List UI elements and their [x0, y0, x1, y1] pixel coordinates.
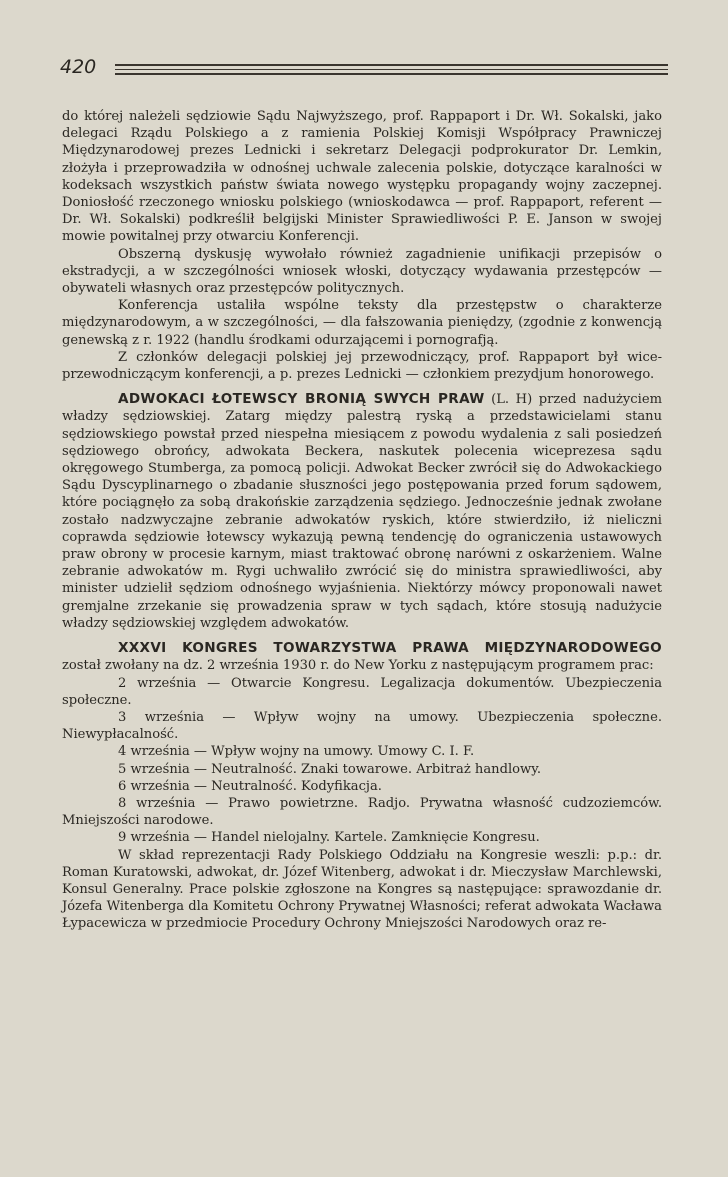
program-item: 9 września — Handel nielojalny. Kartele. Zamknięcie Kongresu. — [118, 830, 540, 846]
header-rule — [115, 73, 668, 75]
program-item: 6 września — Neutralność. Kodyfikacja. — [118, 778, 382, 794]
section-latvian-advocates — [62, 391, 662, 632]
page-number: 420 — [60, 56, 97, 78]
section-congress — [62, 640, 662, 674]
section-heading: ADWOKACI ŁOTEWSCY BRONIĄ SWYCH PRAW — [118, 391, 485, 408]
program-item: 3 września — Wpływ wojny na umowy. Ubezpieczenia społeczne. Niewypłacalność. — [62, 709, 662, 743]
section-text: (L. H) przed nadużyciem władzy sędziowskiej. Zatarg między palestrą ryską a przedstawicielami stanu sędziowskiego powstał przed niespełna miesiącem z powodu wydalenia z sali posiedzeń sędziowego obrońcy, adwokata Beckera, naskutek polecenia wiceprezesa sądu okręgowego Stumberga, za pomocą policji. Adwokat Becker zwrócił się do Adwokackiego Sądu Dyscyplinarnego o zbadanie słuszności jego postępowania przed forum sądowem, które pociągnęło za sobą drakońskie zarządzenia sędziego. Jednocześnie jednak zwołane zostało nadzwyczajne zebranie adwokatów ryskich, które stwierdziło, iż nieliczni coprawda sędziowie łotewscy wykazują pewną tendencję do ograniczenia ustawowych praw obrony w procesie karnym, miast traktować obronę narówni z oskarżeniem. Walne zebranie adwokatów m. Rygi uchwaliło zwrócić się do ministra sprawiedliwości, aby minister udzielił sędziom odnośnego wyjaśnienia. Niektórzy mówcy proponowali nawet gremjalne zrzekanie się prowadzenia spraw w tych sądach, które stosują nadużycie władzy sędziowskiej względem adwokatów. — [62, 392, 662, 631]
congress-program — [62, 675, 662, 847]
section-heading: XXXVI KONGRES TOWARZYSTWA PRAWA MIĘDZYNARODOWEGO — [118, 640, 662, 657]
paragraph: Konferencja ustaliła wspólne teksty dla przestępstw o charakterze międzynarodowym, a w szczególności, — dla fałszowania pieniędzy, (zgodnie z konwencją genewską z r. 1922 (handlu środkami odurzającemi i pornografją. — [62, 298, 662, 348]
paragraph: Obszerną dyskusję wywołało również zagadnienie unifikacji przepisów o ekstradycji, a w szczególności wniosek włoski, dotyczący wydawania przestępców — obywateli własnych oraz przestępców politycznych. — [62, 246, 662, 297]
header-rule — [115, 64, 668, 66]
paragraph: W skład reprezentacji Rady Polskiego Oddziału na Kongresie weszli: p.p.: dr. Roman Kuratowski, adwokat, dr. Józef Witenberg, adwokat i dr. Mieczysław Marchlewski, Konsul Generalny. Prace polskie zgłoszone na Kongres są następujące: sprawozdanie dr. Józefa Witenberga dla Komitetu Ochrony Prywatnej Własności; referat adwokata Wacława Łypacewicza w przedmiocie Procedury Ochrony Mniejszości Narodowych oraz re- — [62, 847, 662, 932]
page-header — [50, 56, 668, 86]
paragraph: Z członków delegacji polskiej jej przewodniczący, prof. Rappaport był wice-przewodniczącym konferencji, a p. prezes Lednicki — członkiem prezydjum honorowego. — [62, 349, 662, 383]
page-body — [62, 108, 662, 933]
program-item: 5 września — Neutralność. Znaki towarowe. Arbitraż handlowy. — [118, 761, 542, 777]
header-rule — [115, 69, 668, 70]
paragraph: do której należeli sędziowie Sądu Najwyższego, prof. Rappaport i Dr. Wł. Sokalski, jako delegaci Rządu Polskiego a z ramienia Polskiej Komisji Współpracy Prawniczej Międzynarodowej prezes Lednicki i sekretarz Delegacji podprokurator Dr. Lemkin, złożyła i przeprowadziła w odnośnej uchwale zalecenia polskie, dotyczące karalności w kodeksach wszystkich państw świata nowego występku propagandy wojny zaczepnej. Doniosłość rzeczonego wniosku polskiego (wnioskodawca — prof. Rappaport, referent — Dr. Wł. Sokalski) podkreślił belgijski Minister Sprawiedliwości P. E. Janson w swojej mowie powitalnej przy otwarciu Konferencji. — [62, 109, 662, 245]
program-item: 2 września — Otwarcie Kongresu. Legalizacja dokumentów. Ubezpieczenia społeczne. — [62, 675, 662, 708]
section-text: został zwołany na dz. 2 września 1930 r. do New Yorku z następującym programem prac: — [62, 658, 654, 674]
program-item: 8 września — Prawo powietrzne. Radjo. Prywatna własność cudzoziemców. Mniejszości narodowe. — [62, 795, 662, 829]
program-item: 4 września — Wpływ wojny na umowy. Umowy C. I. F. — [118, 744, 475, 760]
